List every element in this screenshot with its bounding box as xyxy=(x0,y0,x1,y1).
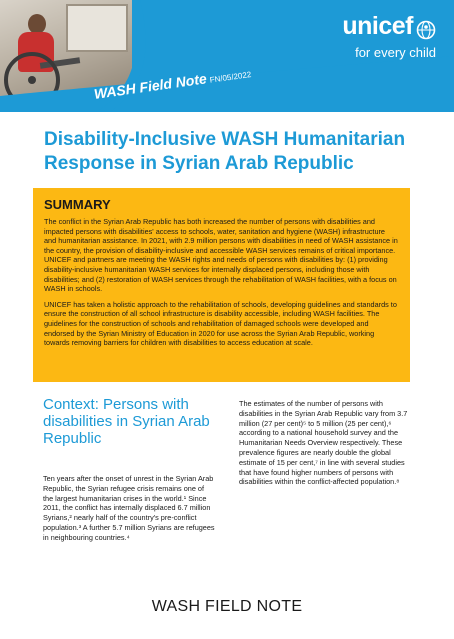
field-note-code: FN/05/2022 xyxy=(209,69,252,85)
field-note-text: WASH Field Note xyxy=(92,70,208,102)
header-banner xyxy=(0,0,454,112)
globe-icon xyxy=(416,20,436,40)
context-heading: Context: Persons with disabilities in Syrian Arab Republic xyxy=(43,396,210,447)
context-left-column xyxy=(43,474,215,543)
context-right-column xyxy=(239,399,411,487)
summary-box xyxy=(33,188,410,382)
summary-heading: SUMMARY xyxy=(44,197,111,212)
summary-paragraph-2: UNICEF has taken a holistic approach to the rehabilitation of schools, developing guidelines and standards to ensure the construction of all school infrastructure is disability accessible, including WASH facilities. The guidelines for the construction of schools and rehabilitation of damaged schools were developed and endorsed by the Syrian Ministry of Education in 2020 for use across the Syrian Arab Republic, working towards removing barriers for children with disabilities to access education at scale. xyxy=(44,299,397,348)
unicef-logo[interactable] xyxy=(342,12,436,60)
footer-label: WASH FIELD NOTE xyxy=(151,598,303,615)
logo-wordmark: unicef xyxy=(342,12,413,40)
context-right-paragraph: The estimates of the number of persons with disabilities in the Syrian Arab Republic vary from 3.7 million (27 per cent)⁵ to 5 million (25 per cent),⁶ according to a national household survey and the Humanitarian Needs Overview respectively. These prevalence figures are nearly double the global estimate of 15 per cent,⁷ in line with several studies that have found higher numbers of persons with disabilities within the conflict-affected population.⁸ xyxy=(239,399,408,487)
logo-tagline: for every child xyxy=(355,45,436,60)
page-title: Disability-Inclusive WASH Humanitarian Response in Syrian Arab Republic xyxy=(44,129,406,174)
summary-paragraph-1: The conflict in the Syrian Arab Republic has both increased the number of persons with disabilities and impacted persons with disabilities' access to schools, water, sanitation and hygiene (WASH) infrastructure and humanitarian assistance. In 2021, with 2.9 million persons with disabilities in need of WASH assistance in the country, the provision of disability-inclusive and accessible WASH services remains of critical importance. UNICEF and partners are meeting the WASH rights and needs of persons with disabilities by: (1) providing disability-inclusive humanitarian WASH services for internally displaced persons, including those with disabilities; and (2) restoration of WASH services through the rehabilitation of WASH facilities, with a focus on WASH in schools. xyxy=(44,217,398,294)
context-left-paragraph: Ten years after the onset of unrest in the Syrian Arab Republic, the Syrian refugee crisis remains one of the largest humanitarian crises in the world.¹ Since 2011, the conflict has internally displaced 6.7 million Syrians,² nearly half of the country's pre-conflict population.³ A further 5.7 million Syrians are refugees in neighbouring countries.⁴ xyxy=(43,474,215,542)
